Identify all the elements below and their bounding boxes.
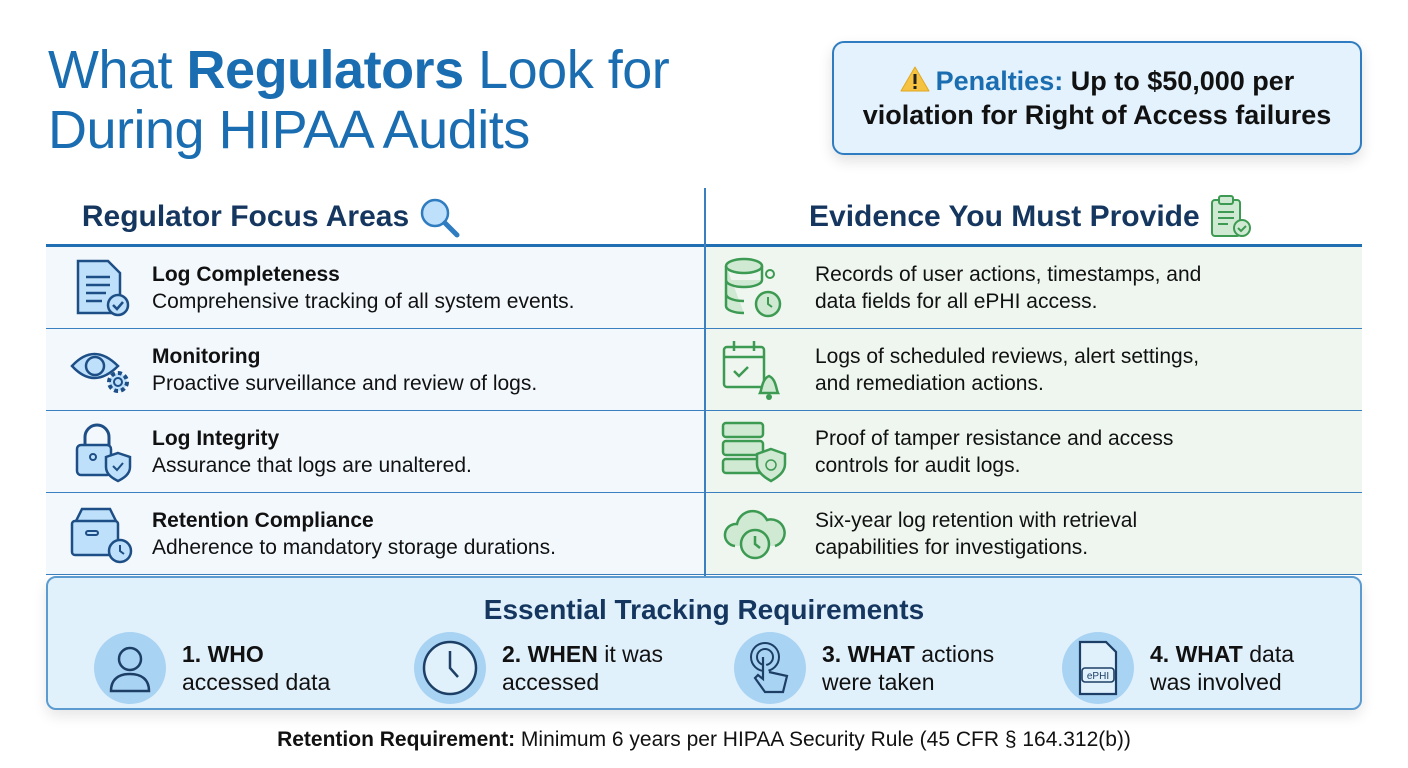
penalty-callout: Penalties: Up to $50,000 per violation for Right of Access failures <box>832 41 1362 155</box>
archive-clock-icon <box>70 503 136 565</box>
tracking-title: Essential Tracking Requirements <box>483 594 925 625</box>
ephi-file-icon <box>1076 640 1120 696</box>
evidence-header: Evidence You Must Provide <box>705 188 1362 246</box>
clock-icon <box>421 639 479 697</box>
database-user-icon <box>722 256 786 320</box>
touch-icon <box>747 641 793 695</box>
evidence-row: Records of user actions, timestamps, and data fields for all ePHI access. <box>705 247 1362 329</box>
focus-row: Retention Compliance Adherence to mandatory storage durations. <box>46 493 704 575</box>
evidence-row: Proof of tamper resistance and access controls for audit logs. <box>705 411 1362 493</box>
evidence-row: Logs of scheduled reviews, alert settings, and remediation actions. <box>705 329 1362 411</box>
server-shield-icon <box>721 421 787 483</box>
cloud-clock-icon <box>721 504 787 564</box>
tracking-item: 2. WHEN it was accessed <box>414 632 663 704</box>
focus-header: Regulator Focus Areas <box>46 188 501 246</box>
lock-shield-icon <box>73 421 133 483</box>
tracking-item: 3. WHAT actions were taken <box>734 632 994 704</box>
calendar-bell-icon <box>722 339 786 401</box>
document-check-icon <box>72 257 134 319</box>
magnifier-icon <box>417 195 465 239</box>
focus-row: Log Completeness Comprehensive tracking of all system events. <box>46 247 704 329</box>
user-icon <box>108 643 152 693</box>
warning-icon <box>900 66 930 92</box>
evidence-row: Six-year log retention with retrieval capabilities for investigations. <box>705 493 1362 575</box>
retention-footer: Retention Requirement: Minimum 6 years per HIPAA Security Rule (45 CFR § 164.312(b)) <box>277 728 1131 751</box>
page-title: What Regulators Look for During HIPAA Audits <box>48 40 670 160</box>
clipboard-check-icon <box>1208 194 1254 240</box>
svg-text:ePHI: ePHI <box>1086 671 1110 682</box>
column-divider <box>704 188 706 576</box>
focus-row: Monitoring Proactive surveillance and review of logs. <box>46 329 704 411</box>
focus-row: Log Integrity Assurance that logs are unaltered. <box>46 411 704 493</box>
tracking-item: 1. WHO accessed data <box>94 632 330 704</box>
tracking-item: ePHI 4. WHAT data was involved <box>1062 632 1294 704</box>
tracking-requirements-panel <box>46 576 1362 710</box>
eye-gear-icon <box>70 342 136 398</box>
